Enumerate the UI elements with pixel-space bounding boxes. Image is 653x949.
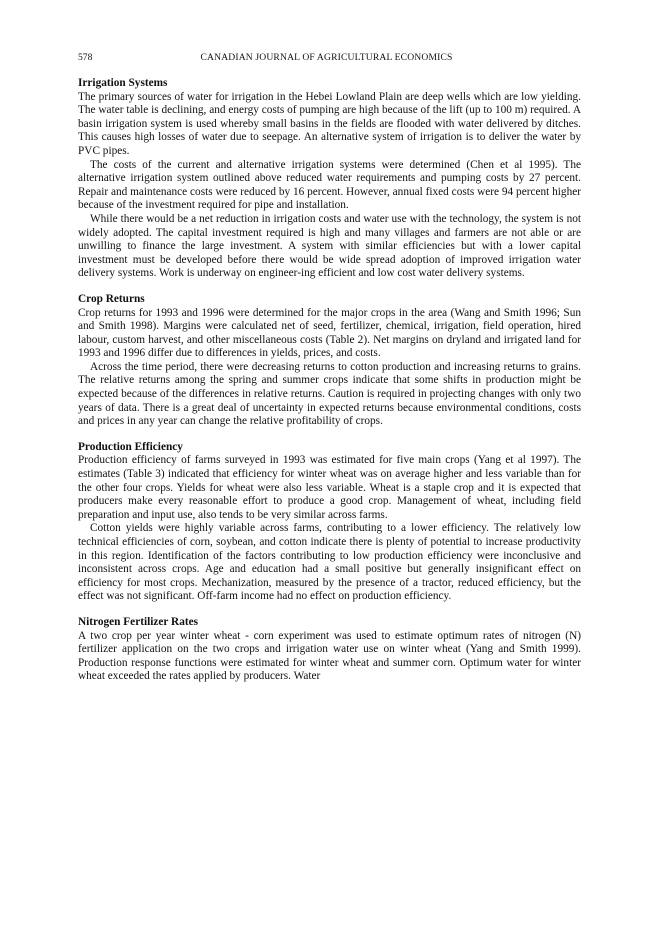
section-irrigation-systems	[78, 77, 581, 281]
section-nitrogen-fertilizer-rates	[78, 616, 581, 684]
paragraph: The costs of the current and alternative irrigation systems were determined (Chen et al 1995). The alternative irrigation system outlined above reduced water requirements and pumping costs by 27 percent. Repair and maintenance costs were reduced by 16 percent. However, annual fixed costs were 94 percent higher because of the investment required for pipe and installation.	[78, 158, 581, 212]
article-body	[78, 77, 581, 696]
section-heading: Crop Returns	[78, 292, 145, 305]
paragraph: While there would be a net reduction in irrigation costs and water use with the technology, the system is not widely adopted. The capital investment required is high and many villages and farmers are not able or are unwilling to finance the large investment. A system with similar efficiencies but with a lower capital investment must be developed before there would be wide spread adoption of improved irrigation water delivery systems. Work is underway on engineer-ing efficient and low cost water delivery systems.	[78, 212, 581, 280]
paragraph: Across the time period, there were decreasing returns to cotton production and increasing returns to grains. The relative returns among the spring and summer crops indicate that some shifts in production might be expected because of the differences in relative returns. Caution is required in projecting changes with only two years of data. There is a great deal of uncertainty in expected returns because environmental conditions, costs and prices in any year can change the relative profitability of crops.	[78, 360, 581, 428]
page-number: 578	[78, 52, 93, 63]
paragraph: Production efficiency of farms surveyed in 1993 was estimated for five main crops (Yang et al 1997). The estimates (Table 3) indicated that efficiency for winter wheat was on average higher and less variable than for the other four crops. Yields for wheat were also less variable. Wheat is a staple crop and it is expected that producers make every reasonable effort to produce a good crop. Management of wheat, including field preparation and input use, also tends to be very similar across farms.	[78, 454, 581, 521]
section-heading: Production Efficiency	[78, 440, 183, 453]
section-heading: Nitrogen Fertilizer Rates	[78, 615, 199, 628]
paragraph: A two crop per year winter wheat - corn experiment was used to estimate optimum rates of nitrogen (N) fertilizer application on the two crops and irrigation water use on winter wheat (Yang and Smith 1999). Production response functions were estimated for winter wheat and summer corn. Optimum water for winter wheat exceeded the rates applied by producers. Water	[78, 629, 581, 683]
journal-title: CANADIAN JOURNAL OF AGRICULTURAL ECONOMICS	[200, 52, 453, 63]
section-production-efficiency	[78, 441, 581, 604]
paragraph: Cotton yields were highly variable across farms, contributing to a lower efficiency. The relatively low technical efficiencies of corn, soybean, and cotton indicate there is plenty of potential to increase productivity in this region. Identification of the factors contributing to low production efficiency were inconclusive and inconsistent across crops. Age and education had a small positive but generally insignificant effect on efficiency for most crops. Mechanization, measured by the presence of a tractor, reduced efficiency, but the effect was not significant. Off-farm income had no effect on production efficiency.	[78, 522, 581, 603]
running-head	[0, 51, 653, 65]
paragraph: Crop returns for 1993 and 1996 were determined for the major crops in the area (Wang and Smith 1996; Sun and Smith 1998). Margins were calculated net of seed, fertilizer, chemical, irrigation, field operation, hired labour, custom harvest, and other miscellaneous costs (Table 2). Net margins on dryland and irrigated land for 1993 and 1996 differ due to differences in yields, prices, and costs.	[78, 306, 581, 360]
paragraph: The primary sources of water for irrigation in the Hebei Lowland Plain are deep wells which are low yielding. The water table is declining, and energy costs of pumping are high because of the lift (up to 100 m) required. A basin irrigation system is used whereby small basins in the fields are flooded with water delivered by ditches. This causes high losses of water due to seepage. An alternative system of irrigation is to deliver the water by PVC pipes.	[78, 90, 581, 157]
section-heading: Irrigation Systems	[78, 77, 168, 89]
section-crop-returns	[78, 293, 581, 429]
